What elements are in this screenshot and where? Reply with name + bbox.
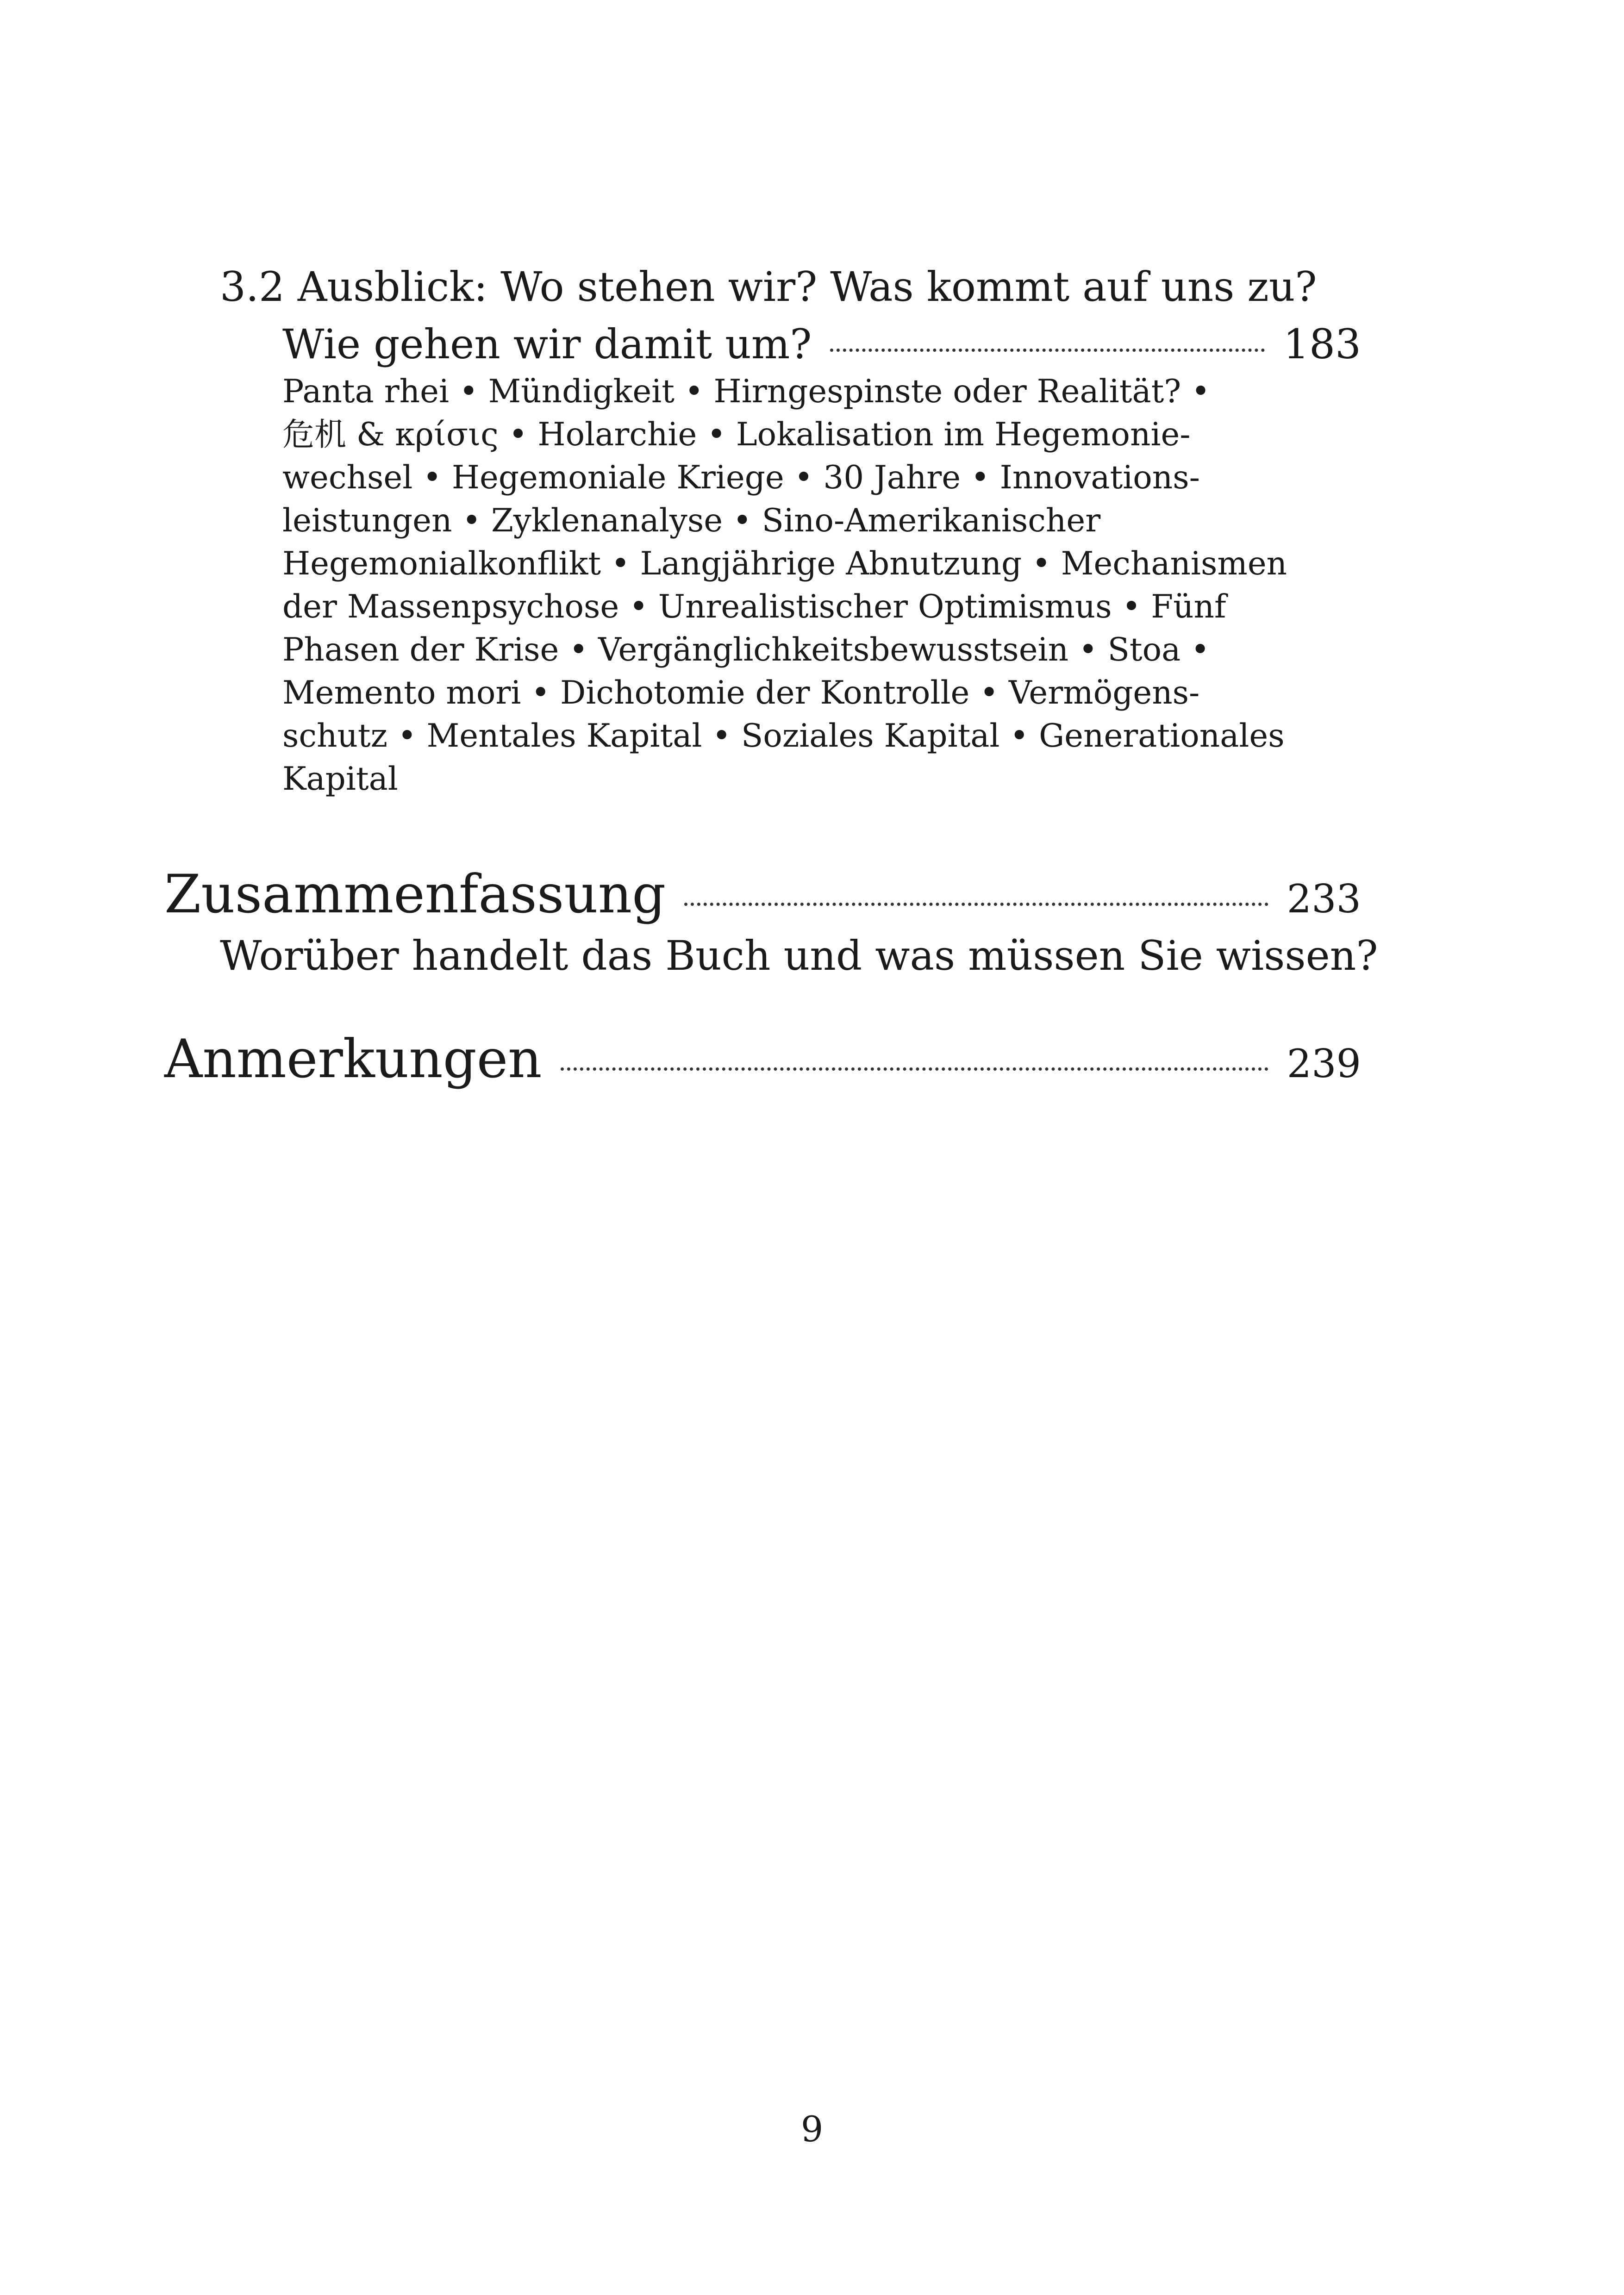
toc-entry-zusammenfassung[interactable] <box>164 862 1361 931</box>
dot-leader <box>684 903 1268 906</box>
chapter-page-number: 233 <box>1287 876 1361 922</box>
section-3-2-heading-line2: Wie gehen wir damit um? <box>282 320 812 368</box>
page-number: 9 <box>800 2108 824 2150</box>
chapter-title: Anmerkungen <box>164 1028 542 1090</box>
keyword-line: Memento mori • Dichotomie der Kontrolle • Vermögens- <box>282 674 1200 711</box>
keyword-line: Kapital <box>282 761 398 798</box>
keyword-line: schutz • Mentales Kapital • Soziales Kapital • Generationales <box>282 717 1285 755</box>
keyword-line: leistungen • Zyklenanalyse • Sino-Amerikanischer <box>282 502 1101 539</box>
dot-leader <box>830 349 1265 352</box>
keyword-line: der Massenpsychose • Unrealistischer Optimismus • Fünf <box>282 588 1226 625</box>
section-3-2-heading: 3.2 Ausblick: Wo stehen wir? Was kommt auf uns zu? <box>220 263 1317 311</box>
keyword-line: wechsel • Hegemoniale Kriege • 30 Jahre • Innovations- <box>282 459 1200 496</box>
chapter-page-number: 239 <box>1287 1041 1361 1086</box>
section-3-2-keywords <box>282 370 1287 801</box>
chapter-subtitle: Worüber handelt das Buch und was müssen Sie wissen? <box>220 932 1378 979</box>
dot-leader <box>561 1067 1268 1071</box>
chapter-title: Zusammenfassung <box>164 863 666 925</box>
keyword-line: Hegemonialkonflikt • Langjährige Abnutzung • Mechanismen <box>282 545 1287 582</box>
keyword-line: Panta rhei • Mündigkeit • Hirngespinste oder Realität? • <box>282 373 1210 410</box>
keyword-line: 危机 & κρίσις • Holarchie • Lokalisation im Hegemonie- <box>282 416 1191 453</box>
keyword-line: Phasen der Krise • Vergänglichkeitsbewusstsein • Stoa • <box>282 631 1210 668</box>
toc-entry-anmerkungen[interactable] <box>164 1027 1361 1096</box>
section-3-2-heading-continued <box>282 317 1361 372</box>
section-3-2-page-number: 183 <box>1283 320 1361 368</box>
